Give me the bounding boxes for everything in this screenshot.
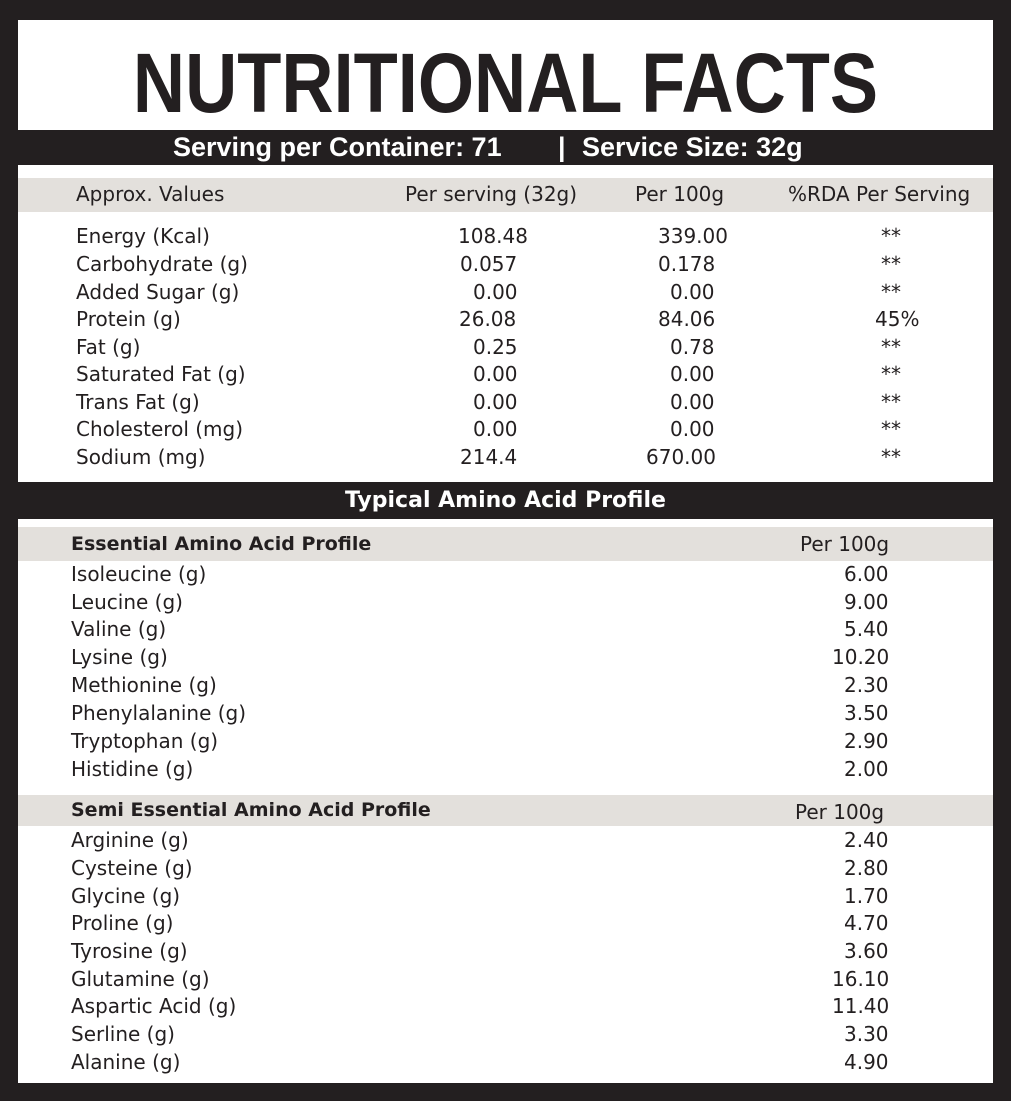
nutrient-per-serving: 26.08 <box>459 307 517 331</box>
amino-value: 2.80 <box>844 856 889 880</box>
nutrient-per-serving: 0.25 <box>473 335 518 359</box>
amino-name: Valine (g) <box>71 617 167 641</box>
col-header-values: Approx. Values <box>76 182 225 206</box>
page-title: NUTRITIONAL FACTS <box>132 36 879 130</box>
essential-header-label: Essential Amino Acid Profile <box>71 533 372 555</box>
nutrient-per-100g: 0.00 <box>670 362 715 386</box>
amino-name: Glutamine (g) <box>71 967 210 991</box>
amino-name: Serline (g) <box>71 1022 175 1046</box>
amino-name: Leucine (g) <box>71 590 183 614</box>
nutrient-rda: ** <box>881 280 901 304</box>
serving-bar <box>18 130 993 165</box>
nutrition-table-header <box>18 178 993 212</box>
nutrient-name: Carbohydrate (g) <box>76 252 248 276</box>
nutrient-rda: ** <box>881 252 901 276</box>
nutrient-name: Saturated Fat (g) <box>76 362 246 386</box>
col-header-per-serving: Per serving (32g) <box>405 182 578 206</box>
amino-name: Aspartic Acid (g) <box>71 994 237 1018</box>
serving-size: Service Size: 32g <box>582 132 803 162</box>
nutrient-name: Cholesterol (mg) <box>76 417 244 441</box>
amino-value: 16.10 <box>832 967 890 991</box>
amino-name: Histidine (g) <box>71 757 194 781</box>
nutrient-per-serving: 0.00 <box>473 280 518 304</box>
amino-value: 10.20 <box>832 645 890 669</box>
nutrient-rda: ** <box>881 390 901 414</box>
amino-value: 11.40 <box>832 994 890 1018</box>
amino-name: Lysine (g) <box>71 645 168 669</box>
nutrition-label-panel <box>18 20 993 1083</box>
amino-value: 3.50 <box>844 701 889 725</box>
amino-value: 5.40 <box>844 617 889 641</box>
semi-essential-header-label: Semi Essential Amino Acid Profile <box>71 799 431 821</box>
nutrient-name: Trans Fat (g) <box>76 390 200 414</box>
nutrient-per-100g: 0.00 <box>670 390 715 414</box>
nutrient-per-serving: 0.00 <box>473 362 518 386</box>
nutrient-name: Added Sugar (g) <box>76 280 240 304</box>
amino-value: 9.00 <box>844 590 889 614</box>
amino-value: 2.00 <box>844 757 889 781</box>
amino-value: 2.90 <box>844 729 889 753</box>
semi-essential-amino-header <box>18 795 993 826</box>
nutrient-per-serving: 0.00 <box>473 390 518 414</box>
nutrient-rda: ** <box>881 417 901 441</box>
nutrient-name: Energy (Kcal) <box>76 224 210 248</box>
amino-name: Tyrosine (g) <box>71 939 188 963</box>
amino-name: Phenylalanine (g) <box>71 701 247 725</box>
amino-name: Tryptophan (g) <box>71 729 219 753</box>
amino-name: Alanine (g) <box>71 1050 181 1074</box>
nutrient-per-serving: 0.057 <box>460 252 518 276</box>
serving-separator: | <box>558 132 566 162</box>
nutrient-per-100g: 670.00 <box>646 445 716 469</box>
nutrient-rda: 45% <box>875 307 920 331</box>
amino-value: 3.30 <box>844 1022 889 1046</box>
semi-essential-header-unit: Per 100g <box>795 800 885 824</box>
amino-section-title: Typical Amino Acid Profile <box>18 482 993 519</box>
amino-value: 6.00 <box>844 562 889 586</box>
amino-name: Cysteine (g) <box>71 856 193 880</box>
amino-name: Methionine (g) <box>71 673 217 697</box>
nutrient-per-serving: 0.00 <box>473 417 518 441</box>
nutrient-per-100g: 339.00 <box>658 224 728 248</box>
nutrient-name: Fat (g) <box>76 335 141 359</box>
amino-name: Isoleucine (g) <box>71 562 207 586</box>
nutrient-rda: ** <box>881 445 901 469</box>
col-header-per-100g: Per 100g <box>635 182 725 206</box>
amino-value: 2.40 <box>844 828 889 852</box>
nutrient-per-100g: 84.06 <box>658 307 716 331</box>
servings-per-container: Serving per Container: 71 <box>173 132 502 162</box>
col-header-rda: %RDA Per Serving <box>788 182 971 206</box>
amino-value: 4.90 <box>844 1050 889 1074</box>
nutrient-per-100g: 0.78 <box>670 335 715 359</box>
nutrient-name: Sodium (mg) <box>76 445 206 469</box>
nutrient-rda: ** <box>881 362 901 386</box>
nutrient-per-serving: 108.48 <box>458 224 528 248</box>
amino-value: 4.70 <box>844 911 889 935</box>
amino-value: 3.60 <box>844 939 889 963</box>
amino-value: 2.30 <box>844 673 889 697</box>
nutrient-per-serving: 214.4 <box>460 445 518 469</box>
nutrient-per-100g: 0.00 <box>670 280 715 304</box>
amino-name: Proline (g) <box>71 911 174 935</box>
nutrient-rda: ** <box>881 224 901 248</box>
nutrient-rda: ** <box>881 335 901 359</box>
amino-name: Glycine (g) <box>71 884 181 908</box>
essential-header-unit: Per 100g <box>800 532 890 556</box>
amino-name: Arginine (g) <box>71 828 189 852</box>
nutrient-name: Protein (g) <box>76 307 181 331</box>
essential-amino-header <box>18 527 993 561</box>
nutrient-per-100g: 0.00 <box>670 417 715 441</box>
nutrient-per-100g: 0.178 <box>658 252 716 276</box>
amino-value: 1.70 <box>844 884 889 908</box>
